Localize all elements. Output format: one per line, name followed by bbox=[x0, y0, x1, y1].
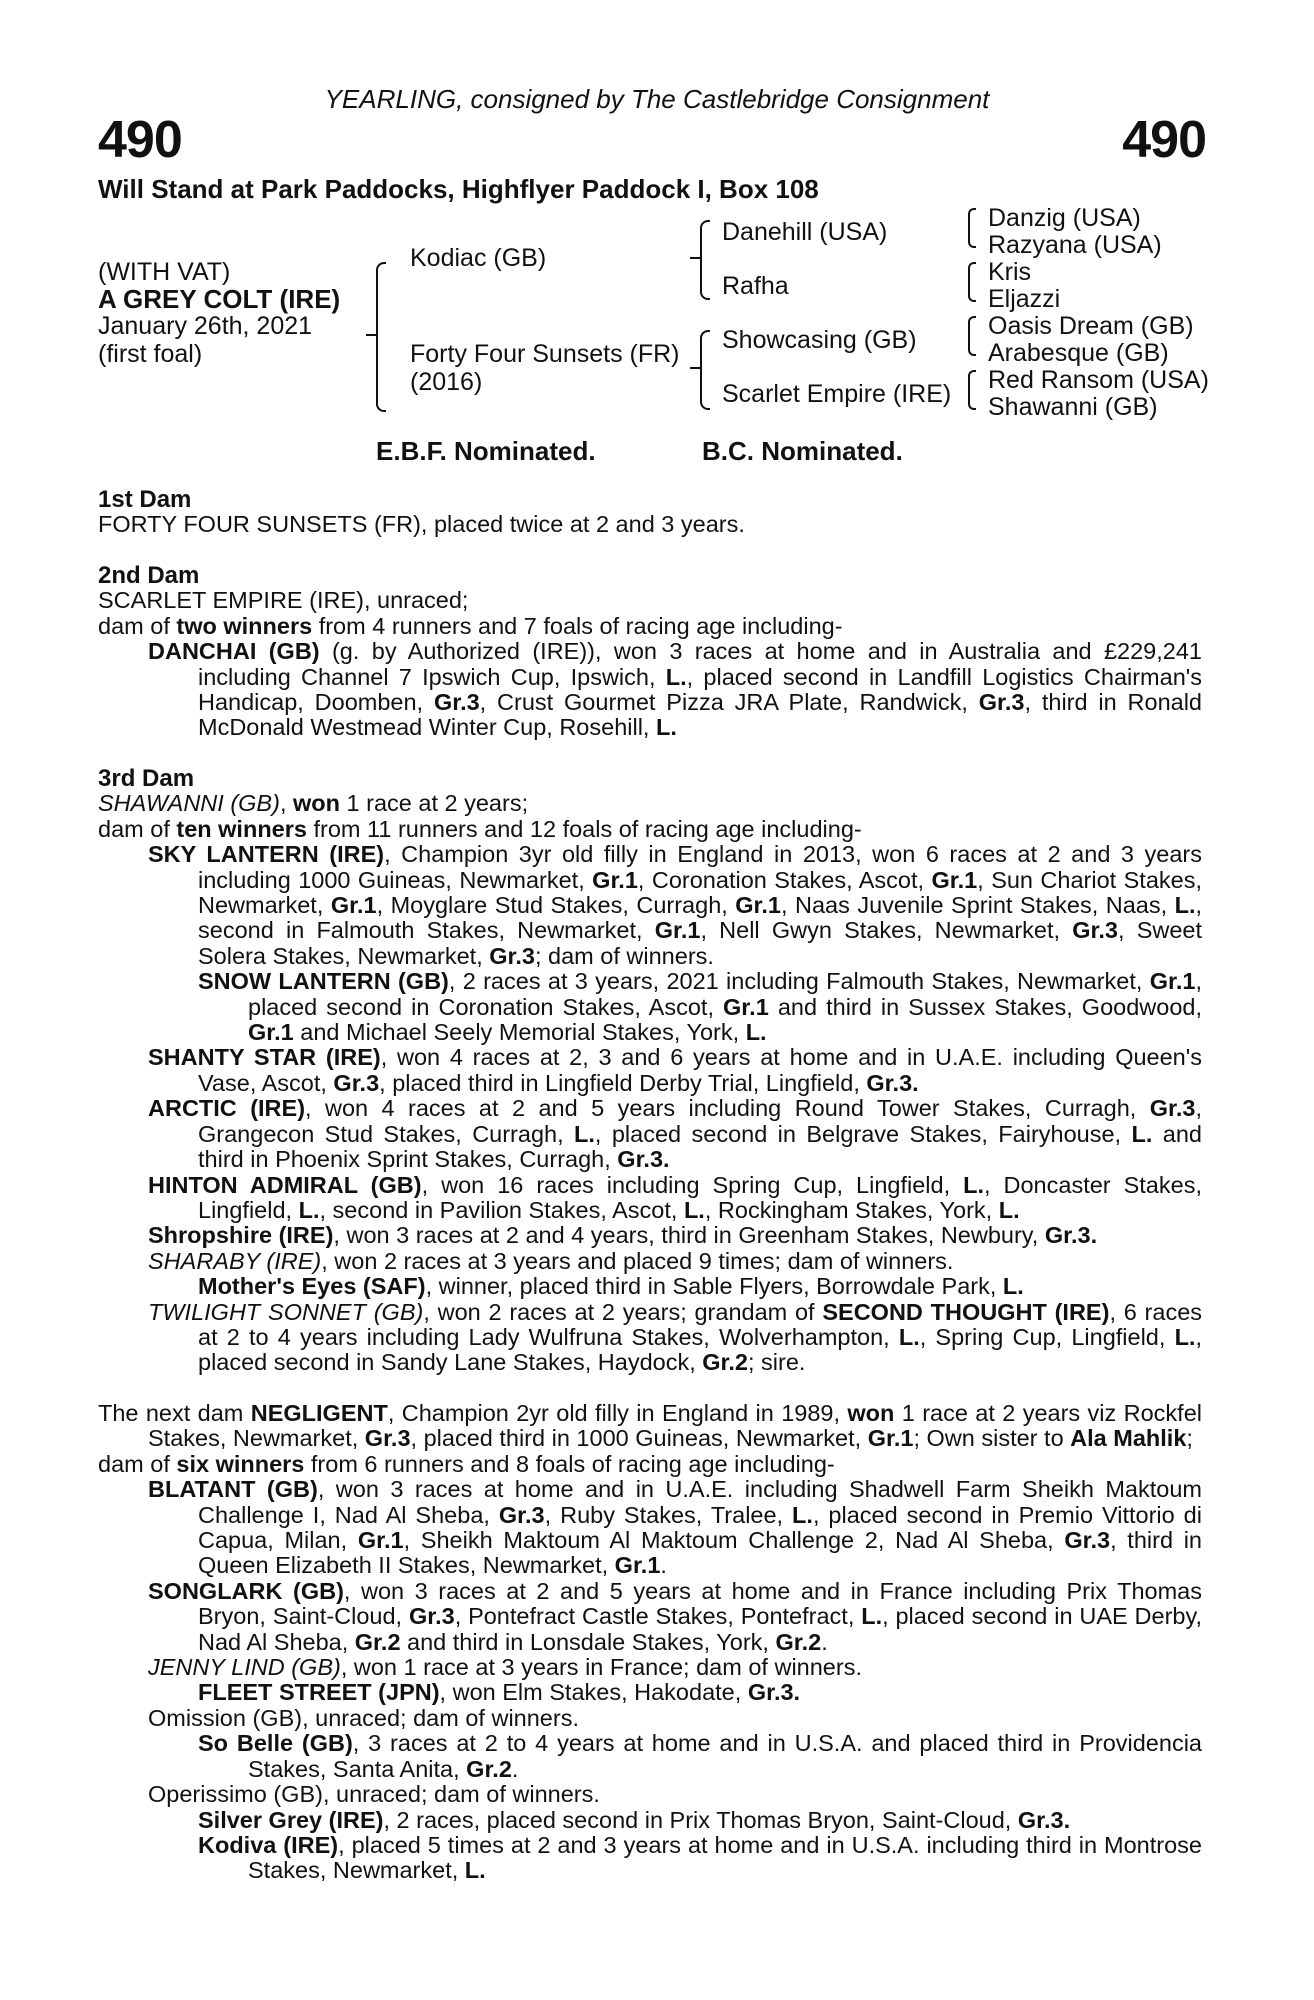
pedigree-brace-ss bbox=[968, 208, 976, 248]
progeny-so-belle: So Belle (GB), 3 races at 2 to 4 years at home and in U.S.A. and placed third in Providencia Stakes, Santa Anita, Gr.2. bbox=[198, 1730, 1202, 1782]
progeny-silver-grey: Silver Grey (IRE), 2 races, placed second in Prix Thomas Bryon, Saint-Cloud, Gr.3. bbox=[198, 1806, 1071, 1833]
pedigree-brace-sire bbox=[700, 220, 710, 300]
pedigree-brace-ds bbox=[968, 316, 976, 356]
progeny-blatant: BLATANT (GB), won 3 races at home and in U.A.E. including Shadwell Farm Sheikh Maktoum Challenge I, Nad Al Sheba, Gr.3, Ruby Stakes, Tralee, L., placed second in Premio Vittorio di Capua, Milan, Gr.1, Sheikh Maktoum Al Maktoum Challenge 2, Nad Al Sheba, Gr.3, third in Queen Elizabeth II Stakes, Newmarket, Gr.1. bbox=[148, 1476, 1203, 1579]
progeny-snow-lantern: SNOW LANTERN (GB), 2 races at 3 years, 2021 including Falmouth Stakes, Newmarket, Gr.1, placed second in Coronation Stakes, Ascot, Gr.1 and third in Sussex Stakes, Goodwood, Gr.1 and Michael Seely Memorial Stakes, York, L. bbox=[198, 968, 1202, 1046]
first-dam-section bbox=[98, 487, 1202, 538]
horse-foal-note: (first foal) bbox=[98, 340, 203, 368]
pedigree-ssd: Razyana (USA) bbox=[988, 231, 1162, 259]
vat-label: (WITH VAT) bbox=[98, 258, 231, 286]
pedigree-sds: Kris bbox=[988, 258, 1032, 286]
pedigree-sire-dam: Rafha bbox=[722, 272, 789, 300]
stand-location: Will Stand at Park Paddocks, Highflyer Paddock I, Box 108 bbox=[98, 174, 819, 204]
pedigree-sss: Danzig (USA) bbox=[988, 204, 1141, 232]
lot-number-left: 490 bbox=[98, 111, 182, 169]
pedigree-sire-sire: Danehill (USA) bbox=[722, 218, 888, 246]
second-dam-heading: 2nd Dam bbox=[98, 562, 200, 589]
progeny-mothers-eyes: Mother's Eyes (SAF), winner, placed third in Sable Flyers, Borrowdale Park, L. bbox=[198, 1273, 1024, 1300]
progeny-fleet-street: FLEET STREET (JPN), won Elm Stakes, Hakodate, Gr.3. bbox=[198, 1679, 801, 1706]
pedigree-dam: Forty Four Sunsets (FR) bbox=[410, 340, 680, 368]
first-dam-heading: 1st Dam bbox=[98, 486, 192, 513]
second-dam-section bbox=[98, 563, 1202, 741]
pedigree-brace-dd bbox=[968, 370, 976, 410]
second-dam-line2: dam of two winners from 4 runners and 7 foals of racing age including- bbox=[98, 612, 843, 639]
catalogue-subtitle: YEARLING, consigned by The Castlebridge Consignment bbox=[324, 84, 990, 114]
pedigree-dds: Red Ransom (USA) bbox=[988, 366, 1209, 394]
pedigree-brace-dam-tip bbox=[690, 367, 700, 369]
progeny-kodiva: Kodiva (IRE), placed 5 times at 2 and 3 years at home and in U.S.A. including third in Montrose Stakes, Newmarket, L. bbox=[198, 1831, 1202, 1884]
pedigree-dam-year: (2016) bbox=[410, 368, 483, 396]
ebf-nomination: E.B.F. Nominated. bbox=[376, 436, 596, 466]
pedigree-dsd: Arabesque (GB) bbox=[988, 339, 1169, 367]
pedigree-brace-sd bbox=[968, 262, 976, 302]
third-dam-heading: 3rd Dam bbox=[98, 765, 195, 792]
progeny-arctic: ARCTIC (IRE), won 4 races at 2 and 5 years including Round Tower Stakes, Curragh, Gr.3, Grangecon Stud Stakes, Curragh, L., placed second in Belgrave Stakes, Fairyhouse, L. and third in Phoenix Sprint Stakes, Curragh, Gr.3. bbox=[148, 1095, 1202, 1173]
lot-number-right: 490 bbox=[1122, 111, 1206, 169]
bc-nomination: B.C. Nominated. bbox=[702, 436, 903, 466]
progeny-omission: Omission (GB), unraced; dam of winners. bbox=[148, 1704, 579, 1731]
third-dam-line2: dam of ten winners from 11 runners and 12 foals of racing age including- bbox=[98, 815, 862, 842]
progeny-danchai: DANCHAI (GB) (g. by Authorized (IRE)), won 3 races at home and in Australia and £229,241 including Channel 7 Ipswich Cup, Ipswich, L., placed second in Landfill Logistics Chairman's Handicap, Doomben, Gr.3, Crust Gourmet Pizza JRA Plate, Randwick, Gr.3, third in Ronald McDonald Westmead Winter Cup, Rosehill, L. bbox=[148, 638, 1203, 741]
pedigree-ddd: Shawanni (GB) bbox=[988, 393, 1158, 421]
first-dam-text: FORTY FOUR SUNSETS (FR), placed twice at 2 and 3 years. bbox=[98, 511, 745, 538]
progeny-shanty-star: SHANTY STAR (IRE), won 4 races at 2, 3 and 6 years at home and in U.A.E. including Queen's Vase, Ascot, Gr.3, placed third in Lingfield Derby Trial, Lingfield, Gr.3. bbox=[148, 1044, 1202, 1096]
pedigree-sire: Kodiac (GB) bbox=[410, 244, 547, 272]
pedigree-sdd: Eljazzi bbox=[988, 285, 1061, 313]
pedigree-brace-main bbox=[376, 262, 386, 412]
pedigree-dam-dam: Scarlet Empire (IRE) bbox=[722, 380, 952, 408]
horse-name: A GREY COLT (IRE) bbox=[98, 284, 341, 314]
pedigree-dam-sire: Showcasing (GB) bbox=[722, 326, 917, 354]
horse-dob: January 26th, 2021 bbox=[98, 312, 313, 340]
pedigree-brace-main-tip bbox=[366, 334, 376, 336]
pedigree-brace-dam bbox=[700, 330, 710, 410]
next-dam-winners: dam of six winners from 6 runners and 8 foals of racing age including- bbox=[98, 1450, 835, 1477]
progeny-operissimo: Operissimo (GB), unraced; dam of winners. bbox=[148, 1781, 600, 1808]
next-dam-intro: The next dam NEGLIGENT, Champion 2yr old filly in England in 1989, won 1 race at 2 years viz Rockfel Stakes, Newmarket, Gr.3, placed third in 1000 Guineas, Newmarket, Gr.1; Own sister to Ala Mahlik; bbox=[98, 1400, 1202, 1452]
next-dam-section bbox=[98, 1401, 1202, 1884]
progeny-jenny-lind: JENNY LIND (GB), won 1 race at 3 years in France; dam of winners. bbox=[148, 1654, 862, 1681]
progeny-sky-lantern: SKY LANTERN (IRE), Champion 3yr old filly in England in 2013, won 6 races at 2 and 3 years including 1000 Guineas, Newmarket, Gr.1, Coronation Stakes, Ascot, Gr.1, Sun Chariot Stakes, Newmarket, Gr.1, Moyglare Stud Stakes, Curragh, Gr.1, Naas Juvenile Sprint Stakes, Naas, L., second in Falmouth Stakes, Newmarket, Gr.1, Nell Gwyn Stakes, Newmarket, Gr.3, Sweet Solera Stakes, Newmarket, Gr.3; dam of winners. bbox=[148, 841, 1203, 969]
progeny-songlark: SONGLARK (GB), won 3 races at 2 and 5 years at home and in France including Prix Thomas Bryon, Saint-Cloud, Gr.3, Pontefract Castle Stakes, Pontefract, L., placed second in UAE Derby, Nad Al Sheba, Gr.2 and third in Lonsdale Stakes, York, Gr.2. bbox=[148, 1577, 1203, 1655]
progeny-sharaby: SHARABY (IRE), won 2 races at 3 years and placed 9 times; dam of winners. bbox=[148, 1247, 954, 1274]
progeny-hinton-admiral: HINTON ADMIRAL (GB), won 16 races including Spring Cup, Lingfield, L., Doncaster Stakes, Lingfield, L., second in Pavilion Stakes, Ascot, L., Rockingham Stakes, York, L. bbox=[148, 1171, 1202, 1223]
progeny-shropshire: Shropshire (IRE), won 3 races at 2 and 4 years, third in Greenham Stakes, Newbury, Gr.3. bbox=[148, 1222, 1098, 1249]
third-dam-section bbox=[98, 766, 1202, 1376]
third-dam-line1: SHAWANNI (GB), won 1 race at 2 years; bbox=[98, 790, 529, 817]
progeny-twilight-sonnet: TWILIGHT SONNET (GB), won 2 races at 2 years; grandam of SECOND THOUGHT (IRE), 6 races at 2 to 4 years including Lady Wulfruna Stakes, Wolverhampton, L., Spring Cup, Lingfield, L., placed second in Sandy Lane Stakes, Haydock, Gr.2; sire. bbox=[148, 1298, 1203, 1376]
pedigree-brace-sire-tip bbox=[690, 257, 700, 259]
pedigree-dss: Oasis Dream (GB) bbox=[988, 312, 1194, 340]
second-dam-line1: SCARLET EMPIRE (IRE), unraced; bbox=[98, 587, 469, 614]
